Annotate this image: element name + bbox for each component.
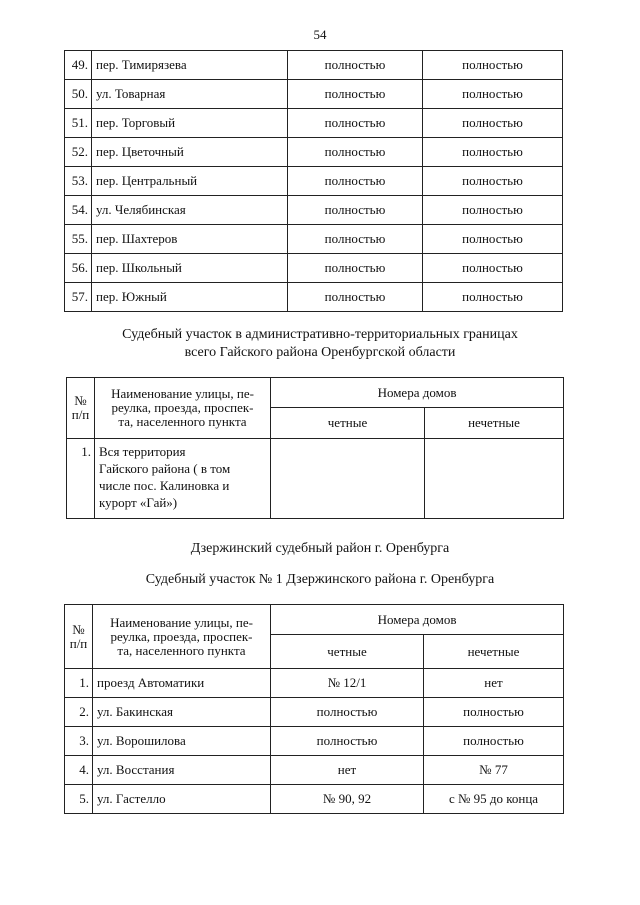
street-table-continued [64, 50, 563, 312]
street-name: пер. Торговый [92, 109, 288, 138]
row-number: 57. [65, 283, 92, 312]
territory-line: числе пос. Калиновка и [99, 478, 230, 493]
territory-line: Вся территория [99, 444, 186, 459]
header-text: № [72, 621, 85, 637]
table-header-row [67, 378, 564, 408]
street-name: пер. Школьный [92, 254, 288, 283]
odd-houses: полностью [423, 51, 563, 80]
even-houses: нет [271, 756, 424, 785]
table-row [65, 225, 563, 254]
street-name: ул. Восстания [93, 756, 271, 785]
row-number: 50. [65, 80, 92, 109]
row-number: 51. [65, 109, 92, 138]
street-name: пер. Южный [92, 283, 288, 312]
header-even: четные [271, 635, 424, 669]
header-text: № [74, 393, 87, 408]
odd-houses: полностью [423, 138, 563, 167]
table-row [65, 80, 563, 109]
table-row [65, 109, 563, 138]
street-name: пер. Цветочный [92, 138, 288, 167]
table-row [65, 51, 563, 80]
header-text: Наименование улицы, пе- [111, 386, 254, 401]
even-houses: полностью [288, 225, 423, 254]
even-houses: полностью [288, 167, 423, 196]
table-row [65, 254, 563, 283]
header-street-name [95, 378, 271, 439]
street-name: ул. Товарная [92, 80, 288, 109]
table-row [65, 167, 563, 196]
row-number: 5. [65, 785, 93, 814]
row-number: 4. [65, 756, 93, 785]
street-name: ул. Челябинская [92, 196, 288, 225]
header-even: четные [271, 408, 425, 439]
section-heading-gai [0, 326, 640, 362]
even-houses [271, 439, 425, 519]
row-number: 53. [65, 167, 92, 196]
odd-houses: полностью [424, 698, 564, 727]
row-number: 1. [67, 439, 95, 519]
header-text: реулка, проезда, проспек- [110, 628, 253, 644]
row-number: 1. [65, 669, 93, 698]
table-header-row [65, 605, 564, 635]
row-number: 49. [65, 51, 92, 80]
street-name: ул. Гастелло [93, 785, 271, 814]
dzerzhinsky-plot1-table [64, 604, 564, 814]
odd-houses: полностью [423, 225, 563, 254]
even-houses: полностью [271, 698, 424, 727]
street-name: пер. Шахтеров [92, 225, 288, 254]
table-row [65, 756, 564, 785]
odd-houses [425, 439, 564, 519]
header-street-name [93, 605, 271, 669]
header-text: Наименование улицы, пе- [110, 614, 253, 630]
table-row [65, 727, 564, 756]
header-text: та, населенного пункта [118, 414, 247, 429]
street-name: ул. Бакинская [93, 698, 271, 727]
street-name: ул. Ворошилова [93, 727, 271, 756]
row-number: 3. [65, 727, 93, 756]
even-houses: полностью [288, 138, 423, 167]
gai-district-table [66, 377, 564, 519]
odd-houses: полностью [423, 283, 563, 312]
table-row [65, 138, 563, 167]
row-number: 2. [65, 698, 93, 727]
odd-houses: полностью [423, 109, 563, 138]
odd-houses: нет [424, 669, 564, 698]
header-house-numbers: Номера домов [271, 605, 564, 635]
row-number: 54. [65, 196, 92, 225]
table-row [65, 283, 563, 312]
header-number [65, 605, 93, 669]
street-name: проезд Автоматики [93, 669, 271, 698]
table-row [67, 439, 564, 519]
district-heading: Дзержинский судебный район г. Оренбурга [190, 541, 450, 556]
row-number: 52. [65, 138, 92, 167]
header-text: реулка, проезда, проспек- [111, 400, 254, 415]
even-houses: полностью [288, 80, 423, 109]
heading-line: всего Гайского района Оренбургской области [184, 345, 456, 360]
table-row [65, 698, 564, 727]
plot-heading: Судебный участок № 1 Дзержинского района г. Оренбурга [145, 572, 495, 587]
header-house-numbers: Номера домов [271, 378, 564, 408]
even-houses: № 12/1 [271, 669, 424, 698]
header-odd: нечетные [425, 408, 564, 439]
territory-line: курорт «Гай») [99, 495, 178, 510]
even-houses: полностью [288, 283, 423, 312]
row-number: 55. [65, 225, 92, 254]
odd-houses: полностью [423, 167, 563, 196]
header-odd: нечетные [424, 635, 564, 669]
page-number: 54 [313, 27, 327, 42]
even-houses: полностью [288, 254, 423, 283]
even-houses: полностью [288, 51, 423, 80]
territory-name [95, 439, 271, 519]
street-name: пер. Тимирязева [92, 51, 288, 80]
street-name: пер. Центральный [92, 167, 288, 196]
table-row [65, 196, 563, 225]
odd-houses: с № 95 до конца [424, 785, 564, 814]
odd-houses: № 77 [424, 756, 564, 785]
territory-line: Гайского района ( в том [99, 461, 231, 476]
header-text: п/п [71, 407, 90, 422]
odd-houses: полностью [423, 196, 563, 225]
row-number: 56. [65, 254, 92, 283]
table-row [65, 669, 564, 698]
table-row [65, 785, 564, 814]
even-houses: полностью [288, 109, 423, 138]
even-houses: полностью [271, 727, 424, 756]
even-houses: полностью [288, 196, 423, 225]
header-number [67, 378, 95, 439]
odd-houses: полностью [423, 80, 563, 109]
header-text: п/п [69, 635, 88, 651]
odd-houses: полностью [424, 727, 564, 756]
even-houses: № 90, 92 [271, 785, 424, 814]
odd-houses: полностью [423, 254, 563, 283]
header-text: та, населенного пункта [117, 642, 246, 658]
heading-line: Судебный участок в административно-территориальных границах [122, 327, 518, 342]
